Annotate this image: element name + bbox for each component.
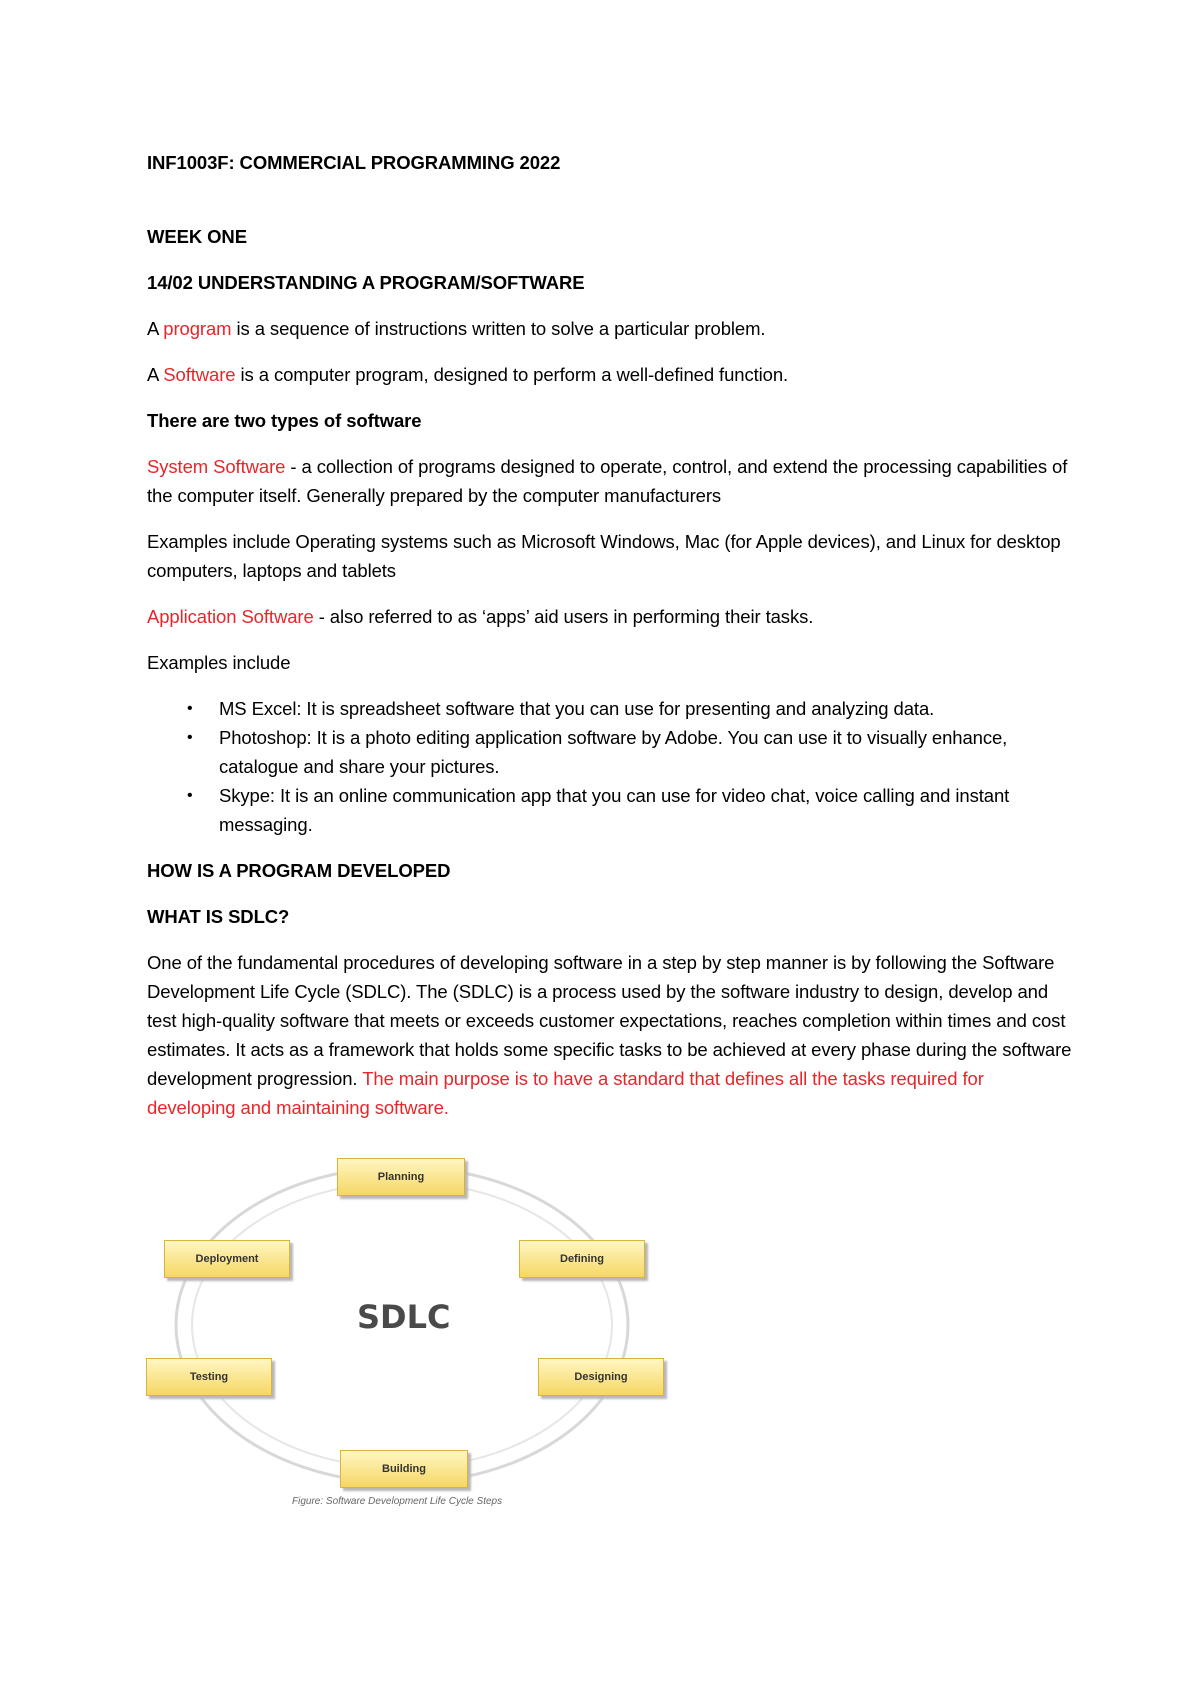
list-item-text: Photoshop: It is a photo editing application software by Adobe. You can use it to visually enhance, catalogue and share your pictures. <box>219 727 1008 777</box>
node-building: Building <box>340 1450 468 1488</box>
system-software-term: System Software <box>147 456 286 477</box>
software-definition-text: is a computer program, designed to perform a well-defined function. <box>235 364 789 385</box>
application-software-text: - also referred to as ‘apps’ aid users in performing their tasks. <box>313 606 814 627</box>
application-software-term: Application Software <box>147 606 314 627</box>
node-testing: Testing <box>146 1358 272 1396</box>
system-software-text: - a collection of programs designed to operate, control, and extend the processing capabilities of the computer itself. Generally prepared by the computer manufacturers <box>147 456 1068 506</box>
system-software-definition <box>147 452 1077 510</box>
list-item-text: Skype: It is an online communication app that you can use for video chat, voice calling and instant messaging. <box>219 785 1010 835</box>
sdlc-heading: WHAT IS SDLC? <box>147 906 290 927</box>
bullet-icon: • <box>187 787 193 804</box>
node-defining: Defining <box>519 1240 645 1278</box>
week-heading: WEEK ONE <box>147 226 247 247</box>
sdlc-paragraph <box>147 948 1077 1122</box>
types-heading: There are two types of software <box>147 410 422 431</box>
sdlc-paragraph-text: One of the fundamental procedures of developing software in a step by step manner is by following the Software Development Life Cycle (SDLC). The (SDLC) is a process used by the software industry to design, develop and test high-quality software that meets or exceeds customer expectations, reaches completion within times and cost estimates. It acts as a framework that holds some specific tasks to be achieved at every phase during the software development progression. <box>147 952 1072 1089</box>
program-prefix: A <box>147 318 164 339</box>
software-definition <box>147 360 1077 389</box>
program-definition <box>147 314 1077 343</box>
bullet-icon: • <box>187 729 193 746</box>
list-item-text: MS Excel: It is spreadsheet software that you can use for presenting and analyzing data. <box>219 698 935 719</box>
figure-caption: Figure: Software Development Life Cycle Steps <box>292 1496 503 1507</box>
node-designing: Designing <box>538 1358 664 1396</box>
how-heading: HOW IS A PROGRAM DEVELOPED <box>147 860 451 881</box>
list-item <box>147 781 1077 839</box>
software-term: Software <box>163 364 236 385</box>
section-heading: 14/02 UNDERSTANDING A PROGRAM/SOFTWARE <box>147 272 585 293</box>
program-term: program <box>163 318 232 339</box>
examples-intro: Examples include <box>147 652 291 673</box>
node-deployment: Deployment <box>164 1240 290 1278</box>
application-software-definition <box>147 602 1077 631</box>
examples-list <box>147 694 1077 839</box>
bullet-icon: • <box>187 700 193 717</box>
sdlc-center-label: SDLC <box>357 1298 451 1336</box>
node-planning: Planning <box>337 1158 465 1196</box>
program-definition-text: is a sequence of instructions written to solve a particular problem. <box>231 318 766 339</box>
sdlc-purpose: The main purpose is to have a standard that defines all the tasks required for developing and maintaining software. <box>147 1068 984 1118</box>
sdlc-diagram <box>140 1150 700 1510</box>
system-software-examples: Examples include Operating systems such as Microsoft Windows, Mac (for Apple devices), and Linux for desktop computers, laptops and tablets <box>147 531 1061 581</box>
document-body <box>147 148 1077 1139</box>
list-item <box>147 694 1077 723</box>
software-prefix: A <box>147 364 164 385</box>
document-title: INF1003F: COMMERCIAL PROGRAMMING 2022 <box>147 152 561 173</box>
list-item <box>147 723 1077 781</box>
